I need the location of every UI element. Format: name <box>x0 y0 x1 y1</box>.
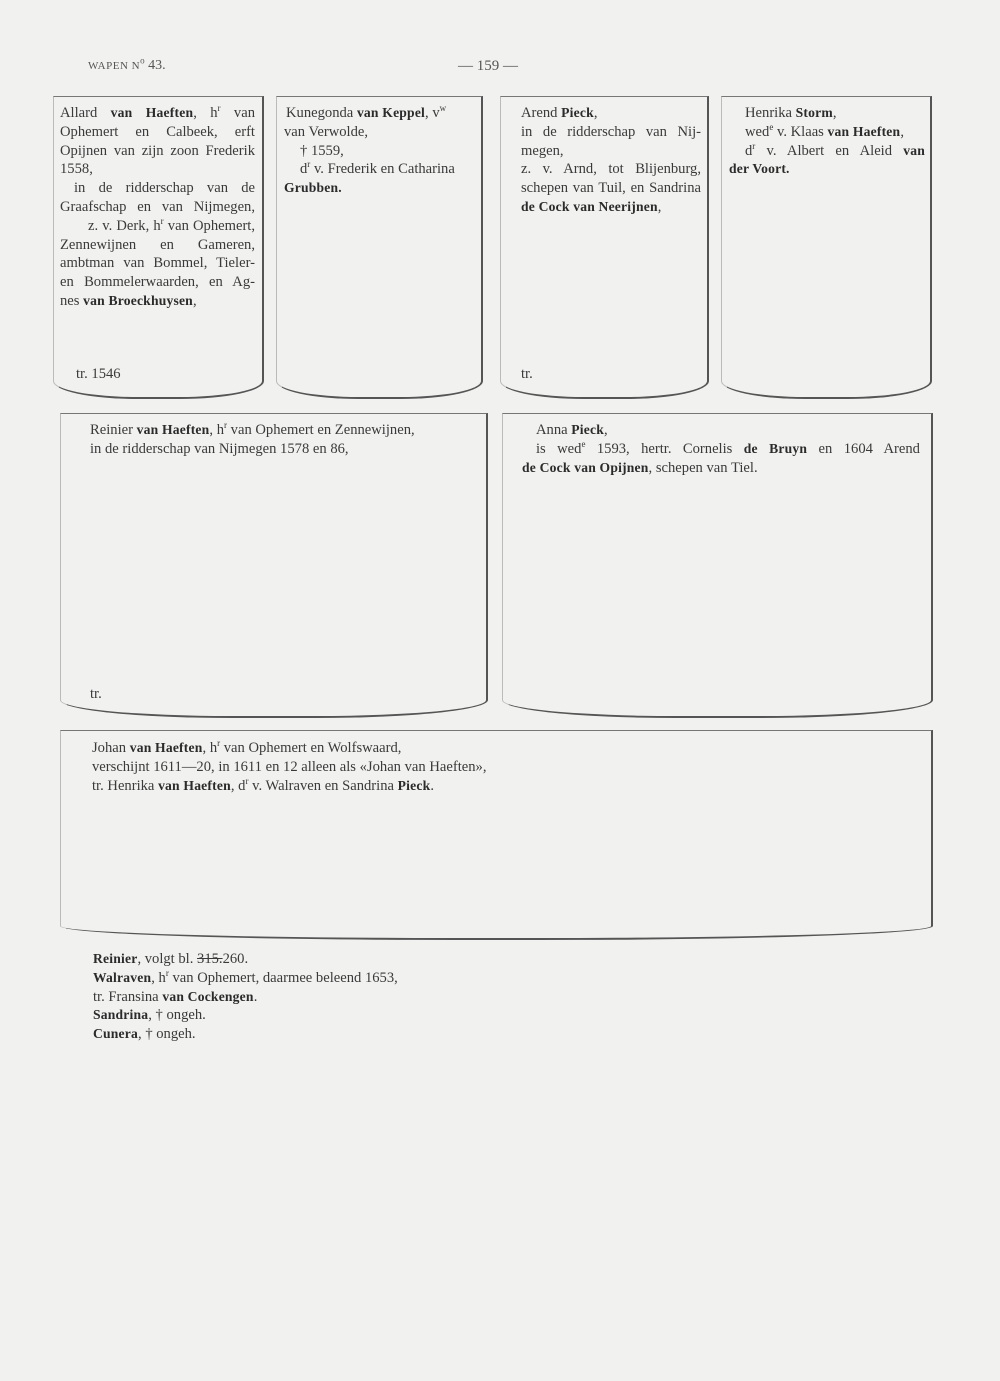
text-box6-l2a: is wed <box>536 440 582 457</box>
text-box2-l1sup: w <box>439 103 447 114</box>
box-arend-text <box>507 104 701 217</box>
text-box5-l1b: van Haeften <box>136 422 210 437</box>
text-box1-l1c: , h <box>193 105 218 121</box>
text-box7-l3f: . <box>430 777 435 794</box>
text-box2-l1a: Kunegonda <box>286 105 357 121</box>
text-box2-l1c: , v <box>425 105 440 121</box>
text-children-c2sup: r <box>165 967 169 978</box>
text-box2-l1b: van Keppel <box>356 105 426 120</box>
wapen-sup: o <box>140 55 145 66</box>
text-box6-l3a: de Cock van Opijnen <box>522 459 649 475</box>
text-box5-l1a: Reinier <box>90 422 137 438</box>
text-box1-l5: in de ridderschap van de <box>74 180 255 197</box>
text-box7-l3a: tr. Henrika <box>92 777 159 794</box>
text-box1-l11b: van Broeckhuysen <box>83 292 193 308</box>
page-number: — 159 — <box>458 58 518 74</box>
text-box7-l1a: Johan <box>92 740 130 756</box>
text-box6-l1c: , <box>603 422 608 438</box>
box-arend-tr: tr. <box>521 366 533 382</box>
text-box1-l1sup: r <box>217 103 221 114</box>
text-box4-l2b: v. Klaas <box>773 123 828 140</box>
text-box1-l4: 1558, <box>60 161 93 178</box>
text-children-c4a: Sandrina <box>93 1007 149 1023</box>
text-box4-l1a: Henrika <box>745 105 796 121</box>
child-walraven-marriage <box>93 988 693 1007</box>
text-children-c1c: 260. <box>222 951 249 967</box>
text-box3-l6b: , <box>657 198 662 215</box>
text-children-c1b: , volgt bl. <box>137 951 198 967</box>
text-box4-l3b: v. Albert en Aleid <box>755 142 904 159</box>
text-box4-l3c: van <box>903 142 925 158</box>
box-allard-text <box>60 104 255 311</box>
text-box5-l1sup: r <box>224 420 228 431</box>
text-box2-l3: † 1559, <box>300 142 344 159</box>
text-children-c4b: , † ongeh. <box>148 1007 206 1024</box>
text-box7-l1d: van Ophemert en Wolfswaard, <box>220 740 402 756</box>
text-box7-l1c: , h <box>202 740 218 756</box>
box-kunegonda-text <box>284 104 476 198</box>
text-box2-l4sup: r <box>307 159 311 170</box>
text-children-c1strike: 315. <box>197 951 223 967</box>
text-box6-l3b: , schepen van Tiel. <box>648 459 758 476</box>
text-box4-l2d: , <box>900 123 904 140</box>
text-box3-l1c: , <box>593 105 598 121</box>
text-box1-l10: en Bommelerwaarden, en Ag- <box>60 274 255 291</box>
text-box4-l1c: , <box>832 105 837 121</box>
text-box6-l2b: 1593, hertr. Cornelis <box>585 440 744 457</box>
wapen-number: 43. <box>148 58 166 73</box>
text-box1-l8: Zennewijnen en Gameren, <box>60 236 255 253</box>
text-children-c5a: Cunera <box>93 1026 139 1042</box>
text-box1-l9: ambtman van Bommel, Tieler- <box>60 255 255 272</box>
text-children-c1a: Reinier <box>93 951 138 966</box>
text-box6-l2c: de Bruyn <box>743 440 808 456</box>
box-reinier-text <box>90 421 480 459</box>
text-box6-l2d: en 1604 Arend <box>807 440 920 457</box>
text-box4-l3a: d <box>745 142 753 159</box>
text-box2-l4b: v. Frederik en Catharina <box>310 161 455 178</box>
page-header-wapen <box>88 55 166 74</box>
text-box3-l1b: Pieck <box>561 105 594 120</box>
text-children-c3b: van Cockengen <box>162 988 254 1004</box>
text-box1-l11c: , <box>192 292 197 309</box>
text-box6-l1b: Pieck <box>571 422 604 437</box>
box-johan-text <box>92 739 912 795</box>
text-box7-l3d: v. Walraven en Sandrina <box>248 777 398 794</box>
text-box1-l7sup: r <box>160 215 164 226</box>
text-box7-l3e: Pieck <box>397 777 431 793</box>
text-children-c2c: van Ophemert, daarmee beleend 1653, <box>168 969 398 986</box>
wapen-label: WAPEN N <box>88 60 141 72</box>
text-box1-l1d: van <box>220 105 255 121</box>
text-children-c2a: Walraven <box>93 969 152 985</box>
text-box1-l11a: nes <box>60 292 84 309</box>
child-sandrina <box>93 1006 693 1025</box>
text-box1-l6: Graafschap en van Nijmegen, <box>60 198 255 215</box>
text-box1-l7a: z. v. Derk, h <box>88 217 161 234</box>
box-henrika-text <box>729 104 925 179</box>
text-children-c3c: . <box>253 988 258 1005</box>
text-box5-l2: in de ridderschap van Nijmegen 1578 en 86, <box>90 440 349 457</box>
text-children-c3a: tr. Fransina <box>93 988 163 1005</box>
text-box3-l5: schepen van Tuil, en Sandrina <box>521 180 701 197</box>
text-box1-l1a: Allard <box>60 105 111 121</box>
text-box2-l4a: d <box>300 161 308 178</box>
text-box7-l1sup: r <box>217 738 221 749</box>
text-box6-l2sup: e <box>581 438 586 449</box>
text-box1-l1b: van Haeften <box>110 105 194 120</box>
child-reinier <box>93 950 693 969</box>
box-reinier-tr: tr. <box>90 686 102 702</box>
text-box7-l1b: van Haeften <box>129 740 203 755</box>
text-box7-l3sup: r <box>245 775 249 786</box>
text-box7-l3c: , d <box>230 777 246 794</box>
child-walraven <box>93 969 693 988</box>
text-box3-l3: megen, <box>521 142 564 159</box>
child-cunera <box>93 1025 693 1044</box>
text-box7-l2: verschijnt 1611—20, in 1611 en 12 alleen als «Johan van Haeften», <box>92 758 487 775</box>
text-box5-l1c: , h <box>209 422 225 438</box>
children-list <box>93 950 693 1044</box>
text-box7-l3b: van Haeften <box>158 777 231 793</box>
box-anna-text <box>522 421 920 477</box>
box-allard-tr: tr. 1546 <box>76 366 121 382</box>
text-box1-l3: Opijnen van zijn zoon Frederik <box>60 142 255 159</box>
text-children-c5b: , † ongeh. <box>138 1026 196 1043</box>
text-box6-l1a: Anna <box>536 422 572 438</box>
text-box3-l1a: Arend <box>521 105 562 121</box>
text-box4-l2a: wed <box>745 123 770 140</box>
text-box2-l5: Grubben. <box>284 180 342 196</box>
text-box3-l4: z. v. Arnd, tot Blijenburg, <box>521 161 701 178</box>
text-box2-l2: van Verwolde, <box>284 123 369 140</box>
text-box5-l1d: van Ophemert en Zennewijnen, <box>227 422 415 438</box>
box-reinier <box>60 413 488 718</box>
text-box1-l7b: van Ophemert, <box>163 217 256 234</box>
text-box1-l2: Ophemert en Calbeek, erft <box>60 123 255 140</box>
text-box3-l6a: de Cock van Neerijnen <box>521 198 658 214</box>
text-box4-l2c: van Haeften <box>827 123 901 139</box>
text-children-c2b: , h <box>151 969 166 986</box>
text-box4-l2sup: e <box>769 121 774 132</box>
text-box4-l3sup: r <box>752 140 756 151</box>
text-box3-l2: in de ridderschap van Nij- <box>521 123 701 140</box>
text-box4-l1b: Storm <box>795 105 833 120</box>
text-box4-l4: der Voort. <box>729 161 790 177</box>
